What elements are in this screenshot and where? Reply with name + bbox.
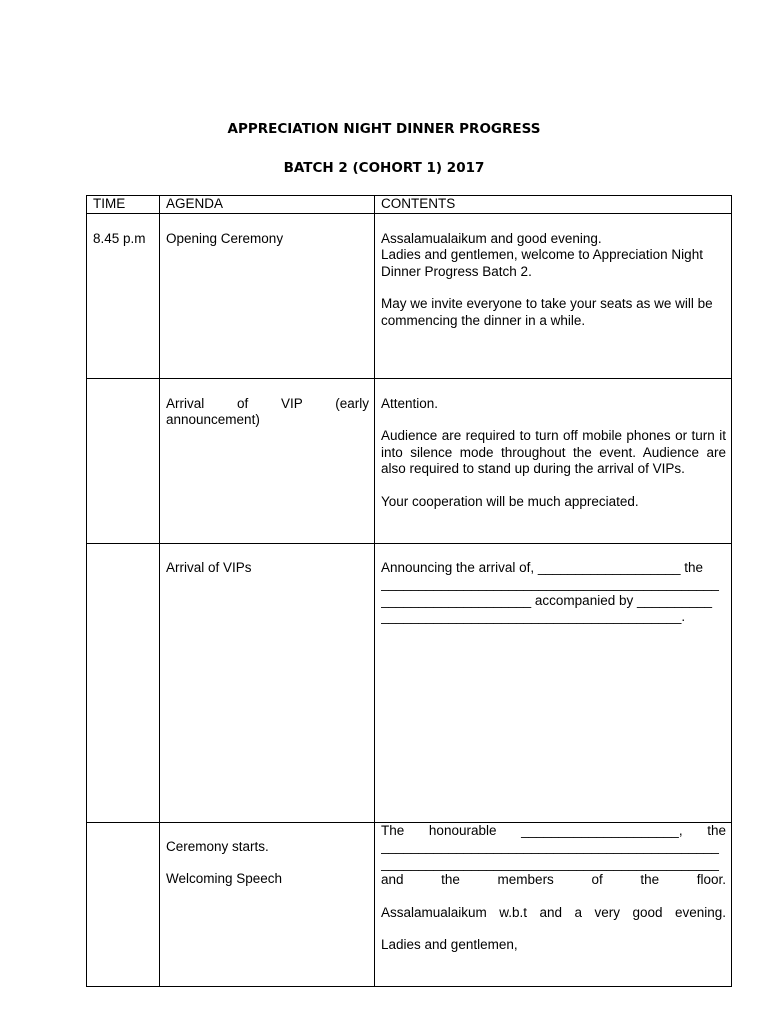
contents-line: The honourable _____________________, the xyxy=(381,822,726,838)
time-cell xyxy=(87,378,160,543)
contents-line: Announcing the arrival of, ___________________ the xyxy=(381,559,704,575)
agenda-table xyxy=(86,195,732,987)
contents-cell xyxy=(375,213,732,378)
contents-line: Audience are required to turn off mobile phones or turn it into silence mode throughout the event. Audience are also required to stand up during the arrival of VIPs. xyxy=(381,428,726,476)
header-time: TIME xyxy=(87,196,160,214)
agenda-line: Ceremony starts. xyxy=(166,838,269,854)
contents-cell xyxy=(375,378,732,543)
contents-line: Assalamualaikum and good evening. xyxy=(381,230,602,246)
time-cell: 8.45 p.m xyxy=(87,213,160,378)
agenda-cell xyxy=(160,378,375,543)
contents-line: Your cooperation will be much appreciated. xyxy=(381,493,639,509)
contents-line: ____________________ accompanied by __________ xyxy=(381,592,713,608)
document-subtitle: BATCH 2 (COHORT 1) 2017 xyxy=(283,160,485,176)
contents-cell xyxy=(375,543,732,822)
contents-line: and the members of the floor. xyxy=(381,872,726,887)
contents-cell xyxy=(375,822,732,986)
contents-line: Attention. xyxy=(381,395,439,411)
agenda-cell: Arrival of VIPs xyxy=(160,543,375,822)
contents-line: Ladies and gentlemen, xyxy=(381,937,518,952)
table-row xyxy=(87,378,732,543)
contents-line: _____________________________________________ xyxy=(381,576,719,591)
time-cell xyxy=(87,543,160,822)
table-row xyxy=(87,822,732,986)
agenda-text: Arrival of VIP (early announcement) xyxy=(166,395,369,427)
contents-line: Ladies and gentlemen, welcome to Appreciation Night Dinner Progress Batch 2. xyxy=(381,247,703,279)
agenda-line: Welcoming Speech xyxy=(166,871,283,886)
contents-line: May we invite everyone to take your seats as we will be commencing the dinner in a while. xyxy=(381,296,713,328)
contents-line: Assalamualaikum w.b.t and a very good evening. xyxy=(381,904,726,920)
table-row xyxy=(87,543,732,822)
table-row xyxy=(87,213,732,378)
time-cell xyxy=(87,822,160,986)
agenda-cell: Opening Ceremony xyxy=(160,213,375,378)
agenda-cell xyxy=(160,822,375,986)
contents-line: _____________________________________________ xyxy=(381,839,719,854)
header-contents: CONTENTS xyxy=(375,196,732,214)
contents-line: ________________________________________. xyxy=(381,609,686,624)
document-title: APPRECIATION NIGHT DINNER PROGRESS xyxy=(227,121,541,137)
header-agenda: AGENDA xyxy=(160,196,375,214)
table-header-row xyxy=(87,196,732,214)
contents-line: _____________________________________________ xyxy=(381,855,719,871)
